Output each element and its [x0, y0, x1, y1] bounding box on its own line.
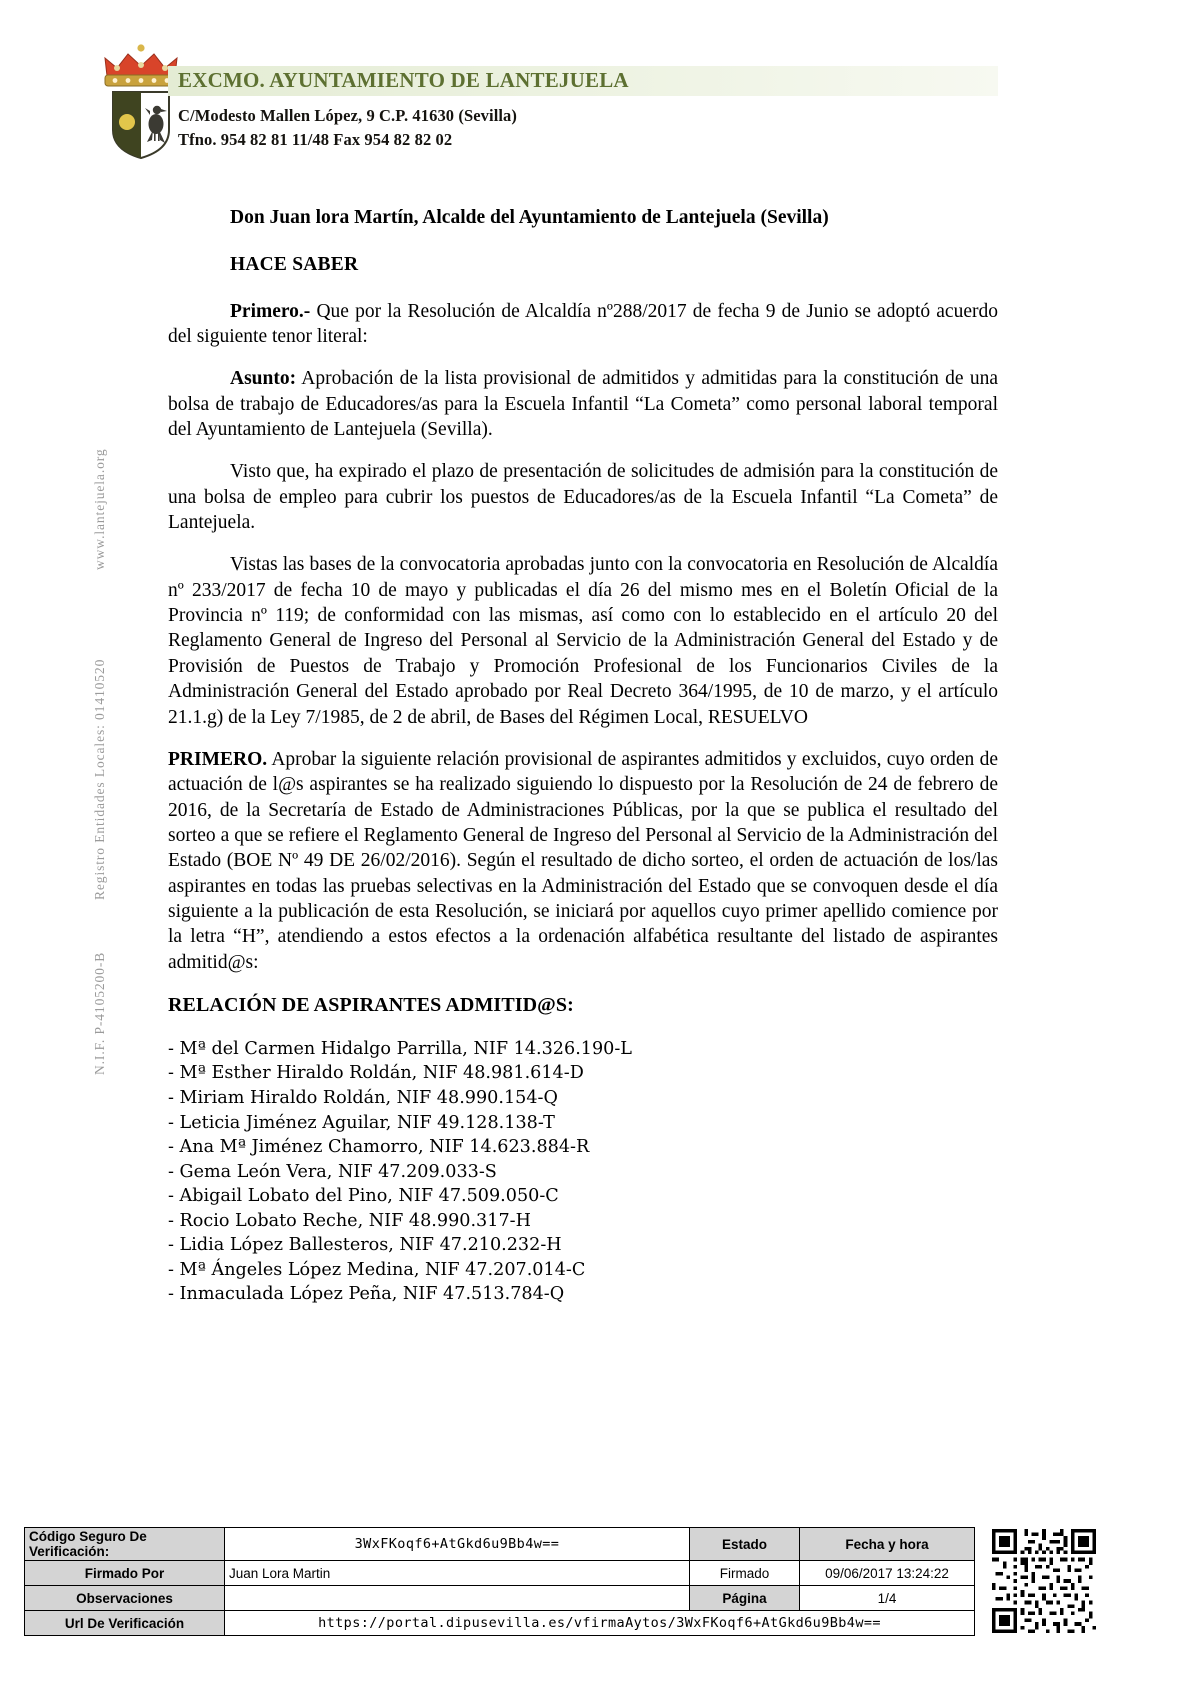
fecha-value: 09/06/2017 13:24:22 [800, 1561, 975, 1586]
qr-code-icon [992, 1529, 1096, 1633]
list-item: - Gema León Vera, NIF 47.209.033-S [168, 1161, 497, 1182]
table-row [25, 1611, 975, 1636]
list-item: - Mª Esther Hiraldo Roldán, NIF 48.981.614-D [168, 1063, 584, 1084]
header-address-line-1: C/Modesto Mallen López, 9 C.P. 41630 (Sevilla) [178, 106, 518, 125]
csv-value: 3WxFKoqf6+AtGkd6u9Bb4w== [225, 1528, 690, 1561]
paragraph-primero [168, 299, 998, 350]
margin-note-nif: N.I.F. P-4105200-B [92, 951, 107, 1075]
proclaim-heading: HACE SABER [230, 254, 359, 276]
estado-header: Estado [690, 1528, 800, 1561]
admitted-applicants-list [168, 1037, 998, 1307]
margin-note-registry: Registro Entidades Locales: 01410520 [92, 658, 107, 900]
fecha-header: Fecha y hora [800, 1528, 975, 1561]
pagina-label: Página [690, 1586, 800, 1611]
observaciones-label: Observaciones [25, 1586, 225, 1611]
paragraph-asunto [168, 366, 998, 442]
verification-table [24, 1527, 975, 1636]
list-item: - Ana Mª Jiménez Chamorro, NIF 14.623.884-R [168, 1137, 590, 1158]
asunto-text: Aprobación de la lista provisional de admitidos y admitidas para la constitución de una bolsa de trabajo de Educadores/as para la Escuela Infantil “La Cometa” como personal laboral temporal del Ayuntamiento de Lantejuela (Sevilla). [168, 368, 998, 441]
url-value[interactable]: https://portal.dipusevilla.es/vfirmaAytos/3WxFKoqf6+AtGkd6u9Bb4w== [225, 1611, 975, 1636]
table-row [25, 1528, 975, 1561]
url-label: Url De Verificación [25, 1611, 225, 1636]
mayor-line: Don Juan lora Martín, Alcalde del Ayuntamiento de Lantejuela (Sevilla) [230, 207, 829, 228]
table-row [25, 1561, 975, 1586]
signed-by-label: Firmado Por [25, 1561, 225, 1586]
signed-by-value: Juan Lora Martin [225, 1561, 690, 1586]
document-body [168, 205, 998, 1307]
header-address-line-2: Tfno. 954 82 81 11/48 Fax 954 82 82 02 [178, 130, 453, 149]
paragraph-vistas-bases: Vistas las bases de la convocatoria aprobadas junto con la convocatoria en Resolución de Alcaldía nº 233/2017 de fecha 10 de mayo y publicadas el día 26 del mismo mes en el Boletín Oficial de la Provincia nº 119; de conformidad con las mismas, así como con lo establecido en el artículo 20 del Reglamento General de Ingreso del Personal al Servicio de la Administración General del Estado y de Provisión de Puestos de Trabajo y Promoción Profesional de los Funcionarios Civiles de la Administración General del Estado aprobado por Real Decreto 364/1995, de 10 de marzo, y el artículo 21.1.g) de la Ley 7/1985, de 2 de abril, de Bases del Régimen Local, RESUELVO [168, 554, 998, 728]
primero-label: Primero.- [230, 300, 311, 322]
paragraph-primero-capital [168, 747, 998, 975]
page-header [0, 0, 1190, 170]
asunto-label: Asunto: [230, 368, 297, 390]
observaciones-value [225, 1586, 690, 1611]
list-item: - Miriam Hiraldo Roldán, NIF 48.990.154-Q [168, 1088, 558, 1108]
pagina-value: 1/4 [800, 1586, 975, 1611]
list-item: - Abigail Lobato del Pino, NIF 47.509.050-C [168, 1186, 559, 1207]
csv-label: Código Seguro De Verificación: [25, 1528, 225, 1561]
relacion-heading: RELACIÓN DE ASPIRANTES ADMITID@S: [168, 993, 574, 1016]
list-item: - Inmaculada López Peña, NIF 47.513.784-Q [168, 1284, 565, 1305]
list-item: - Mª del Carmen Hidalgo Parrilla, NIF 14.326.190-L [168, 1038, 632, 1059]
table-row [25, 1586, 975, 1611]
list-item: - Lidia López Ballesteros, NIF 47.210.232-H [168, 1235, 562, 1256]
primero-capital-label: PRIMERO. [168, 748, 268, 770]
list-item: - Rocio Lobato Reche, NIF 48.990.317-H [168, 1210, 531, 1231]
estado-value: Firmado [690, 1561, 800, 1586]
margin-note-website: www.lantejuela.org [92, 448, 107, 570]
list-item: - Mª Ángeles López Medina, NIF 47.207.014-C [168, 1259, 586, 1280]
verification-footer [24, 1527, 974, 1636]
coat-of-arms-icon [95, 42, 187, 160]
primero-capital-text: Aprobar la siguiente relación provisional de aspirantes admitidos y excluidos, cuyo orden de actuación de l@s aspirantes se ha realizado siguiendo lo dispuesto por la Resolución de 24 de febrero de 2016, de la Secretaría de Estado de Administraciones Públicas, por la que se publica el resultado del sorteo a que se refiere el Reglamento General de Ingreso del Personal al Servicio de la Administración del Estado (BOE Nº 49 DE 26/02/2016). Según el resultado de dicho sorteo, el orden de actuación de los/las aspirantes en todas las pruebas selectivas en la Administración del Estado que se convoquen desde el día siguiente a la publicación de esta Resolución, se iniciará por aquellos cuyo primer apellido comience por la letra “H”, atendiendo a estos efectos a la ordenación alfabética resultante del listado de aspirantes admitid@s: [168, 748, 998, 973]
paragraph-visto-que: Visto que, ha expirado el plazo de presentación de solicitudes de admisión para la constitución de una bolsa de empleo para cubrir los puestos de Educadores/as de la Escuela Infantil “La Cometa” de Lantejuela. [168, 461, 998, 534]
primero-text: Que por la Resolución de Alcaldía nº288/2017 de fecha 9 de Junio se adoptó acuerdo del siguiente tenor literal: [168, 300, 998, 348]
list-item: - Leticia Jiménez Aguilar, NIF 49.128.138-T [168, 1112, 555, 1133]
header-title: EXCMO. AYUNTAMIENTO DE LANTEJUELA [178, 68, 629, 92]
